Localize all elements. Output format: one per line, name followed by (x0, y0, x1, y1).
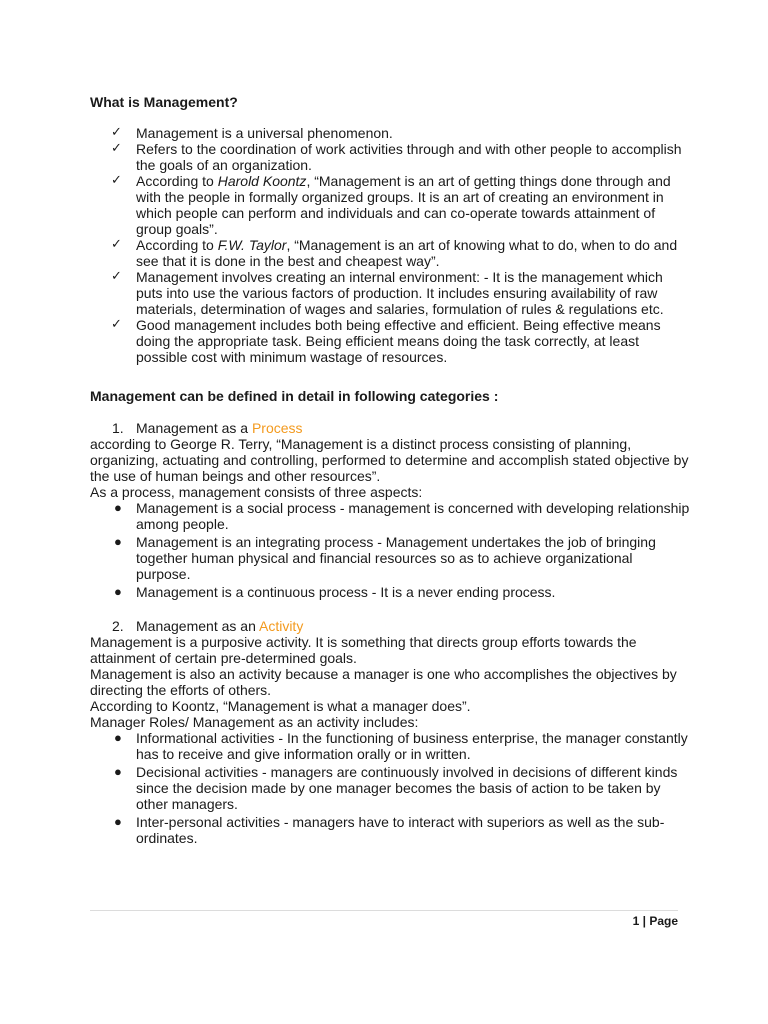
section-title-prefix: Management as a (136, 420, 252, 436)
bullet-dot-icon: ● (114, 814, 122, 829)
checklist-item (90, 125, 690, 141)
bullet-dot-icon: ● (114, 764, 122, 779)
list-item (90, 500, 690, 532)
section-process (90, 420, 690, 600)
bullet-dot-icon: ● (114, 500, 122, 515)
checklist-text-before: According to (136, 173, 218, 189)
heading-what-is-management: What is Management? (90, 94, 238, 110)
check-mark-icon: ✓ (111, 125, 122, 140)
list-item (90, 730, 690, 762)
activity-types-list (90, 730, 690, 846)
list-item (90, 584, 690, 600)
terry-definition: according to George R. Terry, “Management is a distinct process consisting of planning, organizing, actuating and controlling, performed to determine and accomplish stated objective by the use of human beings and other resources”. (90, 436, 689, 484)
check-mark-icon: ✓ (111, 237, 122, 252)
list-item-text: Informational activities - In the functioning of business enterprise, the manager constantly has to receive and give information orally or in written. (136, 730, 688, 762)
author-name: F.W. Taylor (217, 237, 287, 253)
check-mark-icon: ✓ (111, 141, 122, 156)
section-activity (90, 618, 690, 846)
checklist-text: Refers to the coordination of work activities through and with other people to accomplish the goals of an organization. (136, 141, 682, 173)
section-title-accent: Process (251, 420, 303, 436)
footer-divider (90, 910, 678, 911)
checklist-text-after: , “Management is an art of knowing what to do, when to do and see that it is done in the best and cheapest way”. (136, 237, 678, 269)
checklist-item (90, 173, 690, 237)
list-item-text: Management is a social process - management is concerned with developing relationship among people. (136, 500, 690, 532)
checklist-item (90, 269, 690, 317)
check-mark-icon: ✓ (111, 317, 122, 332)
page-footer (633, 913, 678, 929)
check-mark-icon: ✓ (111, 173, 122, 188)
checklist-item (90, 141, 690, 173)
bullet-dot-icon: ● (114, 584, 122, 599)
bullet-dot-icon: ● (114, 730, 122, 745)
list-item (90, 534, 690, 582)
checklist-item (90, 237, 690, 269)
section-title-accent: Activity (258, 618, 304, 634)
list-item-text: Decisional activities - managers are continuously involved in decisions of different kinds since the decision made by one manager becomes the basis of action to be taken by other managers. (136, 764, 678, 812)
checklist-text: Management involves creating an internal environment: - It is the management which puts into use the various factors of production. It includes ensuring availability of raw materials, determination of wages and salaries, formulation of rules & regulations etc. (136, 269, 664, 317)
list-item-text: Inter-personal activities - managers have to interact with superiors as well as the sub-ordinates. (136, 814, 665, 846)
list-item (90, 814, 690, 846)
section-number: 1. (112, 420, 124, 436)
section-title (90, 420, 690, 436)
activity-paragraph: Manager Roles/ Management as an activity includes: (90, 714, 419, 730)
checklist-text: Good management includes both being effective and efficient. Being effective means doing the appropriate task. Being efficient means doing the task correctly, at least possible cost with minimum wastage of resources. (136, 317, 661, 365)
activity-paragraph: Management is a purposive activity. It is something that directs group efforts towards the attainment of certain pre-determined goals. (90, 634, 637, 666)
checklist-text-after: , “Management is an art of getting things done through and with the people in formally organized groups. It is an art of creating an environment in which people can perform and individuals and can co-operate towards attainment of group goals”. (136, 173, 671, 237)
activity-paragraph: According to Koontz, “Management is what a manager does”. (90, 698, 471, 714)
checklist-text: Management is a universal phenomenon. (136, 125, 393, 141)
section-number: 2. (112, 618, 124, 634)
heading-categories: Management can be defined in detail in following categories : (90, 388, 499, 404)
author-name: Harold Koontz (217, 173, 307, 189)
section-title (90, 618, 690, 634)
list-item-text: Management is a continuous process - It is a never ending process. (136, 584, 556, 600)
bullet-dot-icon: ● (114, 534, 122, 549)
process-aspects-list (90, 500, 690, 600)
page-separator: | (639, 914, 650, 928)
list-item-text: Management is an integrating process - Management undertakes the job of bringing together human physical and financial resources so as to achieve organizational purpose. (136, 534, 656, 582)
section-title-prefix: Management as an (136, 618, 259, 634)
definition-checklist (90, 125, 690, 365)
checklist-text-before: According to (136, 237, 218, 253)
checklist-item (90, 317, 690, 365)
list-item (90, 764, 690, 812)
process-intro: As a process, management consists of three aspects: (90, 484, 423, 500)
page-number: 1 (632, 914, 640, 928)
activity-paragraph: Management is also an activity because a manager is one who accomplishes the objectives by directing the efforts of others. (90, 666, 677, 698)
check-mark-icon: ✓ (111, 269, 122, 284)
page-label: Page (649, 914, 678, 928)
